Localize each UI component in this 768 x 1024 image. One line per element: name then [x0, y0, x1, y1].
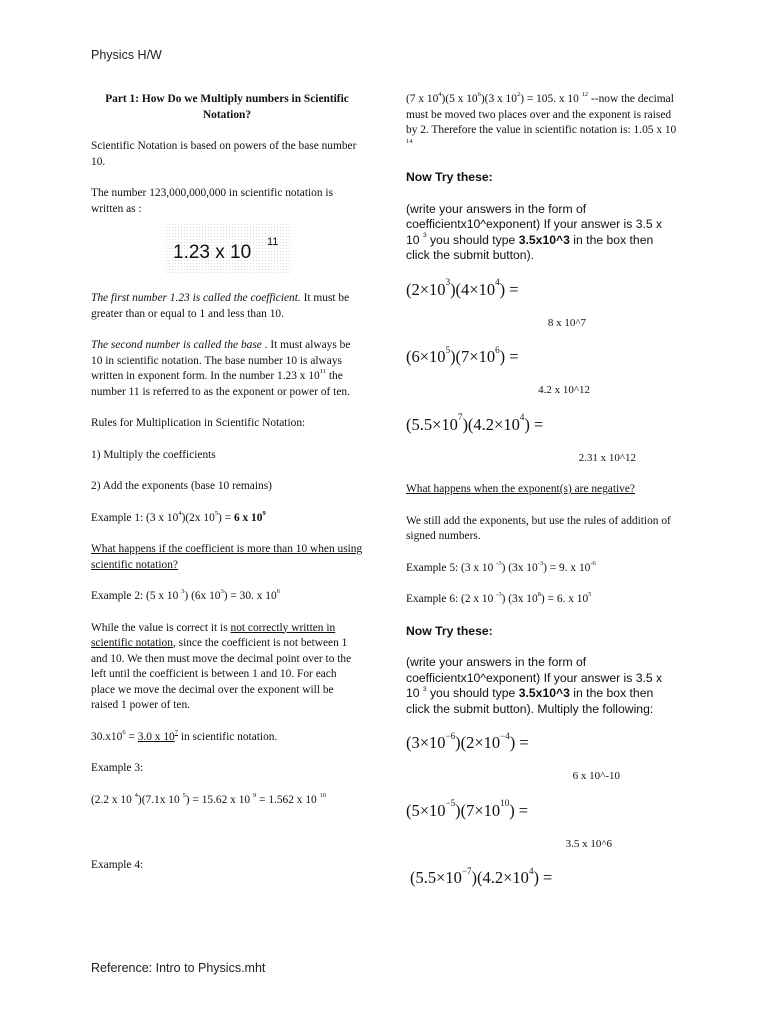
expr-exp: −7 — [461, 865, 472, 876]
expr-exp: 6 — [495, 344, 500, 355]
problem-expression — [406, 277, 678, 300]
problem-answer: 2.31 x 10^12 — [578, 451, 636, 464]
problem — [406, 865, 678, 888]
ex2-exp: 3 — [181, 588, 185, 596]
base-italic: The second number is called the base — [91, 339, 262, 351]
coefficient-italic: The first number 1.23 is called the coefficient. — [91, 292, 301, 304]
part-title: Part 1: How Do we Multiply numbers in Scientific Notation? — [105, 93, 349, 121]
expr-part: (5×10 — [406, 800, 446, 820]
expr-part: )(4×10 — [450, 279, 496, 299]
expr-exp: −6 — [445, 730, 456, 741]
expr-exp: 4 — [528, 865, 534, 876]
problem-expression — [406, 412, 678, 435]
example-4-title: Example 4: — [91, 859, 144, 871]
now-try-heading-1: Now Try these: — [406, 170, 493, 184]
expr-exp: 4 — [495, 277, 500, 287]
rule-2: 2) Add the exponents (base 10 remains) — [91, 480, 272, 492]
problem — [406, 277, 678, 332]
expr-part: ) = — [499, 279, 519, 299]
expr-exp: 10 — [500, 798, 510, 808]
expr-exp: 7 — [457, 412, 463, 422]
ex5-part: ) = 9. x 10 — [543, 561, 591, 574]
number-intro: The number 123,000,000,000 in scientific notation is written as : — [91, 187, 334, 215]
rule-1: 1) Multiply the coefficients — [91, 448, 216, 461]
ex2-part: ) (6x 10 — [184, 590, 221, 602]
coefficient-paragraph — [91, 291, 363, 322]
ex4-part: (7 x 10 — [406, 93, 439, 105]
conv-part: 30.x10 — [91, 730, 123, 743]
page-footer: Reference: Intro to Physics.mht — [91, 961, 266, 975]
ex1-part: ) = — [218, 511, 234, 524]
instructions-2 — [406, 655, 678, 717]
expr-part: ) = — [509, 800, 529, 820]
ex1-part: )(2x 10 — [181, 511, 215, 524]
conv-part: = — [125, 730, 138, 743]
example-4 — [406, 92, 678, 154]
ex2-exp: 3 — [220, 588, 224, 596]
example-2 — [91, 589, 363, 605]
example-3 — [91, 793, 363, 809]
instr-part: (write your answers in the form of coefficientx10^exponent) If your answer is 3.5 x 10 — [406, 655, 663, 700]
sci-image-text: 1.23 x 10 — [173, 242, 252, 263]
ex4-part: ) = 105. x 10 — [520, 93, 582, 105]
instr-part: in the box then click the submit button). Multiply the following: — [406, 686, 654, 716]
ex5-part: Example 5: (3 x 10 — [406, 561, 497, 574]
base-exp: 11 — [319, 368, 326, 376]
problem-expression — [406, 798, 678, 821]
sci-image-exponent: 11 — [267, 236, 279, 248]
ex5-exp: -3 — [496, 559, 502, 567]
problem-answer: 8 x 10^7 — [547, 316, 586, 329]
scientific-notation-image — [165, 223, 290, 275]
while-underlined: not correctly written in scientific notation — [91, 621, 336, 649]
expr-part: (3×10 — [406, 733, 446, 752]
ex2-part: ) = 30. x 10 — [223, 590, 277, 602]
problem-set-1 — [406, 277, 678, 467]
ex3-part: = 1.562 x 10 — [256, 793, 320, 806]
example-6 — [406, 592, 678, 608]
problem-expression — [406, 865, 678, 888]
instr-part: you should type — [426, 232, 519, 247]
expr-part: )(7×10 — [450, 347, 496, 366]
instructions-1 — [406, 202, 678, 264]
problem — [406, 412, 678, 467]
instr-part: (write your answers in the form of coefficientx10^exponent) If your answer is 3.5 x 10 — [406, 201, 663, 247]
ex2-part: Example 2: (5 x 10 — [91, 590, 182, 602]
problem — [406, 798, 678, 853]
instr-part: you should type — [426, 686, 519, 700]
expr-exp: 3 — [445, 277, 451, 287]
problem — [406, 344, 678, 399]
expr-part: ) = — [524, 414, 544, 434]
now-try-heading-2: Now Try these: — [406, 623, 493, 638]
ex4-exp: 14 — [406, 137, 413, 145]
ex6-part: ) = 6. x 10 — [540, 593, 589, 605]
ex6-exp: -3 — [496, 591, 502, 599]
expr-part: )(4.2×10 — [462, 414, 520, 434]
ex3-part: )(7.1x 10 — [137, 793, 183, 806]
ex1-exp: 5 — [214, 509, 219, 517]
ex1-result-exp: 9 — [262, 509, 266, 517]
page-header: Physics H/W — [91, 48, 162, 62]
right-column — [406, 92, 678, 904]
ex2-exp: 6 — [276, 588, 280, 596]
expr-exp: 4 — [519, 412, 525, 422]
example-3-title: Example 3: — [91, 762, 144, 774]
left-column — [91, 92, 363, 890]
while-part: , since the coefficient is not between 1 and 10. We then must move the decimal point over to the left until the coefficient is between 1 and 10. For each place we move the decimal over the exponent will be raised 1 power of ten. — [91, 637, 352, 711]
ex3-part: ) = 15.62 x 10 — [185, 793, 253, 806]
conv-exp: 7 — [174, 728, 178, 736]
problem-answer: 4.2 x 10^12 — [538, 384, 590, 396]
base-rest-2: the number 11 is referred to as the exponent or power of ten. — [91, 370, 350, 398]
negative-question: What happens when the exponent(s) are negative? — [406, 483, 635, 495]
rules-title: Rules for Multiplication in Scientific Notation: — [91, 417, 306, 429]
ex4-part: )(5 x 10 — [441, 93, 478, 105]
conversion-line — [91, 730, 363, 746]
ex4-exp: 12 — [581, 91, 589, 99]
instr-bold: 3.5x10^3 — [518, 232, 570, 247]
expr-exp: −5 — [445, 798, 456, 808]
base-rest-1: . It must always be 10 in scientific notation. The base number 10 is always written in exponent form. In the number 1.23 x 10 — [91, 339, 351, 382]
ex4-part: )(3 x 10 — [480, 93, 517, 105]
ex4-exp: 2 — [516, 91, 521, 99]
problem-answer: 3.5 x 10^6 — [565, 837, 612, 850]
base-paragraph — [91, 338, 363, 400]
problem-set-2 — [406, 730, 678, 888]
ex3-exp: 9 — [252, 791, 257, 799]
example-1 — [91, 511, 363, 527]
negative-answer: We still add the exponents, but use the rules of addition of signed numbers. — [406, 514, 671, 542]
instr-bold: 3.5x10^3 — [518, 686, 570, 700]
ex3-exp: 4 — [134, 791, 138, 799]
instr-exp: 3 — [422, 232, 427, 240]
example-5 — [406, 561, 678, 577]
while-paragraph — [91, 621, 363, 714]
intro-paragraph: Scientific Notation is based on powers of the base number 10. — [91, 140, 357, 168]
problem-expression — [406, 730, 678, 753]
expr-part: (6×10 — [406, 347, 446, 366]
conv-part: in scientific notation. — [177, 730, 278, 743]
expr-part: (2×10 — [406, 279, 446, 299]
expr-part: )(7×10 — [455, 800, 501, 820]
expr-exp: −4 — [500, 730, 510, 741]
ex6-exp: 5 — [588, 591, 592, 599]
ex4-exp: 6 — [477, 91, 481, 99]
ex1-part: Example 1: (3 x 10 — [91, 511, 179, 524]
ex6-part: ) (3x 10 — [501, 593, 538, 605]
expr-part: (5.5×10 — [410, 868, 462, 887]
coefficient-question: What happens if the coefficient is more than 10 when using scientific notation? — [91, 543, 363, 571]
conv-underlined: 3.0 x 10 — [137, 730, 175, 743]
problem — [406, 730, 678, 785]
conv-exp: 6 — [122, 728, 126, 736]
ex1-result: 6 x 10 — [233, 511, 263, 524]
ex6-exp: 8 — [537, 591, 541, 599]
expr-part: (5.5×10 — [406, 414, 458, 434]
expr-part: )(2×10 — [455, 733, 501, 752]
instr-part: in the box then click the submit button). — [406, 232, 654, 262]
ex4-exp: 4 — [438, 91, 442, 99]
while-part: While the value is correct it is — [91, 621, 231, 634]
coefficient-rest: It must be greater than or equal to 1 and less than 10. — [91, 292, 350, 320]
expr-part: ) = — [533, 868, 553, 887]
ex5-part: ) (3x 10 — [501, 561, 538, 574]
expr-part: ) = — [509, 733, 529, 752]
expr-part: )(4.2×10 — [471, 868, 529, 887]
ex1-exp: 4 — [178, 509, 182, 517]
expr-part: ) = — [499, 347, 519, 366]
problem-answer: 6 x 10^-10 — [572, 770, 620, 782]
ex6-part: Example 6: (2 x 10 — [406, 593, 497, 605]
problem-expression — [406, 344, 678, 367]
ex5-exp: -3 — [537, 559, 544, 567]
ex3-exp: 5 — [182, 791, 186, 799]
ex4-part: --now the decimal must be moved two places over and the exponent is raised by 2. Therefore the value in scientific notation is: 1.05 x 10 — [406, 93, 677, 136]
ex3-part: (2.2 x 10 — [91, 793, 135, 806]
ex3-exp: 10 — [319, 791, 327, 799]
ex5-exp: -6 — [590, 559, 596, 567]
instr-exp: 3 — [422, 685, 427, 693]
expr-exp: 5 — [445, 344, 451, 355]
